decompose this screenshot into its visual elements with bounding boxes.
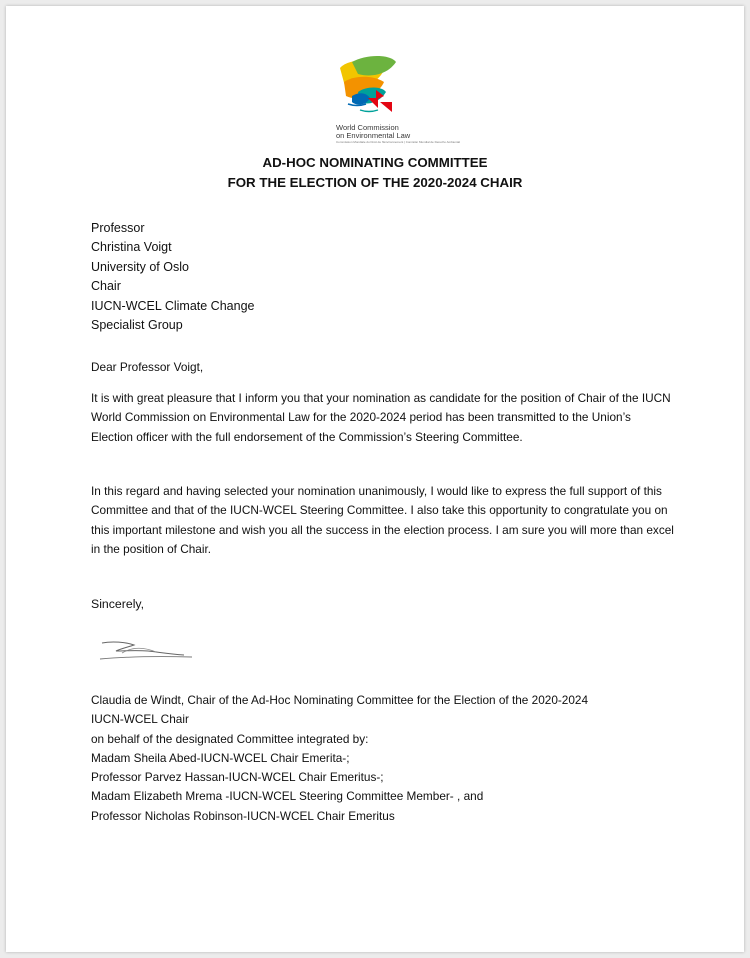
recipient-line: Professor — [91, 221, 145, 235]
recipient-line: Chair — [91, 279, 121, 294]
recipient-line: Specialist Group — [91, 318, 183, 333]
recipient-line: Christina Voigt — [91, 240, 172, 255]
signatory-line: Madam Sheila Abed-IUCN-WCEL Chair Emerita-; — [91, 750, 350, 765]
recipient-line: IUCN-WCEL Climate Change — [91, 298, 255, 313]
signatory-line: on behalf of the designated Committee integrated by: — [91, 731, 369, 746]
signatory-line: Professor Parvez Hassan-IUCN-WCEL Chair Emeritus-; — [91, 770, 384, 785]
letter-heading — [6, 153, 744, 193]
handwritten-signature — [92, 629, 202, 671]
logo-caption — [332, 123, 460, 145]
signatory-line: IUCN-WCEL Chair — [91, 712, 189, 727]
body-paragraph-1: It is with great pleasure that I inform you that your nomination as candidate for the position of Chair of the IUCN World Commission on Environmental Law for the 2020-2024 period has been transmitted to the Union’s Election officer with the full endorsement of the Commission’s Steering Committee. — [91, 391, 671, 444]
heading-line-2: FOR THE ELECTION OF THE 2020-2024 CHAIR — [227, 175, 523, 190]
logo-line-2: on Environmental Law — [336, 131, 411, 140]
recipient-address — [91, 219, 254, 335]
signatory-block — [91, 691, 691, 826]
body-paragraph-2: In this regard and having selected your nomination unanimously, I would like to express the full support of this Committee and that of the IUCN-WCEL Steering Committee. I also take this opportunity to congratulate you on this important milestone and wish you all the success in the election process. I am sure you will more than excel in the position of Chair. — [91, 484, 674, 556]
recipient-line: University of Oslo — [91, 259, 189, 274]
heading-line-1: AD-HOC NOMINATING COMMITTEE — [262, 155, 488, 170]
leaf-emblem-icon — [332, 52, 432, 124]
signatory-line: Professor Nicholas Robinson-IUCN-WCEL Chair Emeritus — [91, 808, 395, 823]
signatory-line: Claudia de Windt, Chair of the Ad-Hoc Nominating Committee for the Election of the 2020-2024 — [91, 693, 589, 707]
letter-page — [6, 6, 744, 952]
wcel-logo — [332, 52, 460, 156]
closing-sincerely: Sincerely, — [91, 597, 145, 611]
logo-fine-print: Commission Mondiale du Droit de l'Environnement | Comisión Mundial de Derecho Ambiental — [336, 140, 460, 144]
logo-line-1: World Commission — [336, 123, 399, 132]
signatory-line: Madam Elizabeth Mrema -IUCN-WCEL Steering Committee Member- , and — [91, 789, 484, 804]
salutation: Dear Professor Voigt, — [91, 360, 204, 374]
